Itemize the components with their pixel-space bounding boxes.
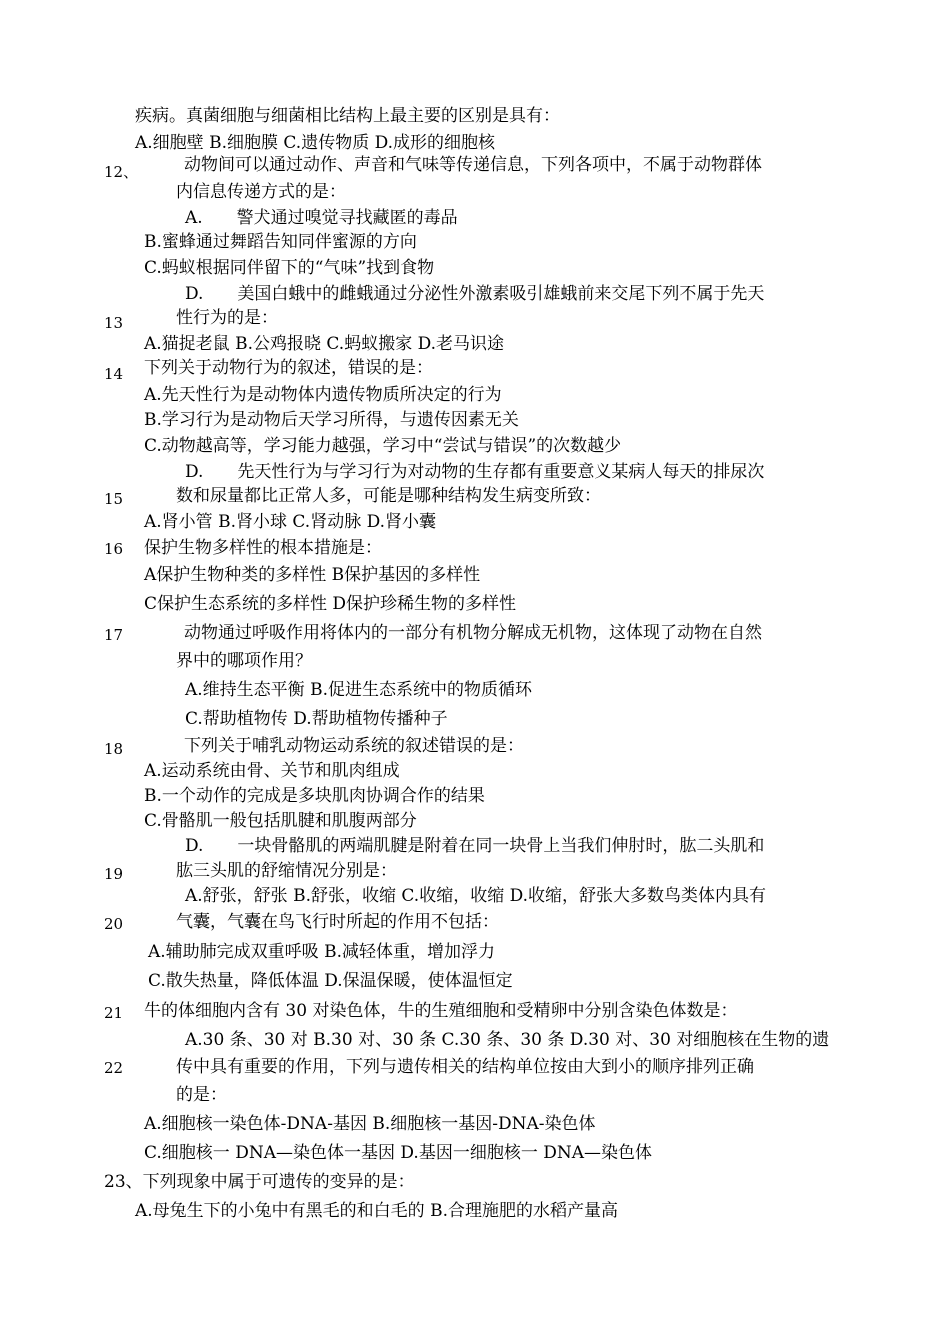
- text-line: A.猫捉老鼠 B.公鸡报晓 C.蚂蚁搬家 D.老马识途: [144, 334, 505, 354]
- text-line: A.细胞壁 B.细胞膜 C.遗传物质 D.成形的细胞核: [135, 133, 496, 153]
- text-line: A.母兔生下的小兔中有黑毛的和白毛的 B.合理施肥的水稻产量高: [135, 1201, 618, 1221]
- text-line: 内信息传递方式的是：: [176, 182, 346, 202]
- question-number: 20: [104, 915, 124, 933]
- text-line: A.运动系统由骨、关节和肌肉组成: [144, 761, 400, 781]
- question-number: 19: [104, 865, 124, 883]
- text-line: C.帮助植物传 D.帮助植物传播种子: [185, 709, 448, 729]
- text-line: 下列关于哺乳动物运动系统的叙述错误的是：: [184, 736, 524, 756]
- text-line: B.一个动作的完成是多块肌肉协调合作的结果: [144, 786, 485, 806]
- text-line: A.维持生态平衡 B.促进生态系统中的物质循环: [185, 680, 532, 700]
- question-number: 14: [104, 365, 124, 383]
- question-number: 17: [104, 626, 124, 644]
- text-line: D. 一块骨骼肌的两端肌腱是附着在同一块骨上当我们伸肘时，肱二头肌和: [185, 836, 765, 856]
- question-number: 12、: [104, 163, 139, 181]
- text-line: 动物通过呼吸作用将体内的一部分有机物分解成无机物，这体现了动物在自然: [184, 623, 762, 643]
- question-number: 22: [104, 1059, 124, 1077]
- text-line: 肱三头肌的舒缩情况分别是：: [176, 861, 397, 881]
- text-line: C.细胞核一 DNA—染色体一基因 D.基因一细胞核一 DNA—染色体: [144, 1143, 653, 1163]
- question-number: 13: [104, 314, 124, 332]
- text-line: C.动物越高等，学习能力越强，学习中“尝试与错误”的次数越少: [144, 436, 622, 456]
- text-line: A.辅助肺完成双重呼吸 B.减轻体重，增加浮力: [148, 942, 495, 962]
- text-line: 性行为的是：: [176, 308, 278, 328]
- text-line: A.肾小管 B.肾小球 C.肾动脉 D.肾小囊: [144, 512, 437, 532]
- text-line: 下列关于动物行为的叙述，错误的是：: [144, 358, 433, 378]
- text-line: C.骨骼肌一般包括肌腱和肌腹两部分: [144, 811, 417, 831]
- text-line: 牛的体细胞内含有 30 对染色体，牛的生殖细胞和受精卵中分别含染色体数是：: [144, 1001, 738, 1021]
- text-line: 动物间可以通过动作、声音和气味等传递信息，下列各项中，不属于动物群体: [184, 155, 762, 175]
- text-line: 传中具有重要的作用，下列与遗传相关的结构单位按由大到小的顺序排列正确: [176, 1057, 754, 1077]
- text-line: B.学习行为是动物后天学习所得，与遗传因素无关: [144, 410, 519, 430]
- text-line: A.30 条、30 对 B.30 对、30 条 C.30 条、30 条 D.30 对、30 对细胞核在生物的遗: [185, 1030, 830, 1050]
- text-line: A保护生物种类的多样性 B保护基因的多样性: [144, 565, 481, 585]
- text-line: 23、下列现象中属于可遗传的变异的是：: [104, 1172, 415, 1192]
- text-line: A. 警犬通过嗅觉寻找藏匿的毒品: [185, 208, 458, 228]
- question-number: 21: [104, 1004, 124, 1022]
- text-line: D. 先天性行为与学习行为对动物的生存都有重要意义某病人每天的排尿次: [185, 462, 765, 482]
- text-line: 数和尿量都比正常人多，可能是哪种结构发生病变所致：: [176, 486, 601, 506]
- text-line: 的是：: [176, 1085, 227, 1105]
- text-line: C.蚂蚁根据同伴留下的“气味”找到食物: [144, 258, 435, 278]
- text-line: 保护生物多样性的根本措施是：: [144, 538, 382, 558]
- text-line: A.细胞核一染色体-DNA-基因 B.细胞核一基因-DNA-染色体: [144, 1114, 596, 1134]
- question-number: 16: [104, 540, 124, 558]
- question-number: 18: [104, 740, 124, 758]
- text-line: 疾病。真菌细胞与细菌相比结构上最主要的区别是具有：: [135, 106, 560, 126]
- question-number: 15: [104, 490, 124, 508]
- text-line: A.先天性行为是动物体内遗传物质所决定的行为: [144, 385, 502, 405]
- text-line: B.蜜蜂通过舞蹈告知同伴蜜源的方向: [144, 232, 417, 252]
- text-line: C.散失热量，降低体温 D.保温保暖，使体温恒定: [148, 971, 513, 991]
- text-line: 界中的哪项作用？: [176, 651, 312, 671]
- text-line: A.舒张，舒张 B.舒张，收缩 C.收缩，收缩 D.收缩，舒张大多数鸟类体内具有: [185, 886, 767, 906]
- text-line: 气囊，气囊在鸟飞行时所起的作用不包括：: [176, 912, 499, 932]
- text-line: C保护生态系统的多样性 D保护珍稀生物的多样性: [144, 594, 517, 614]
- text-line: D. 美国白蛾中的雌蛾通过分泌性外激素吸引雄蛾前来交尾下列不属于先天: [185, 284, 765, 304]
